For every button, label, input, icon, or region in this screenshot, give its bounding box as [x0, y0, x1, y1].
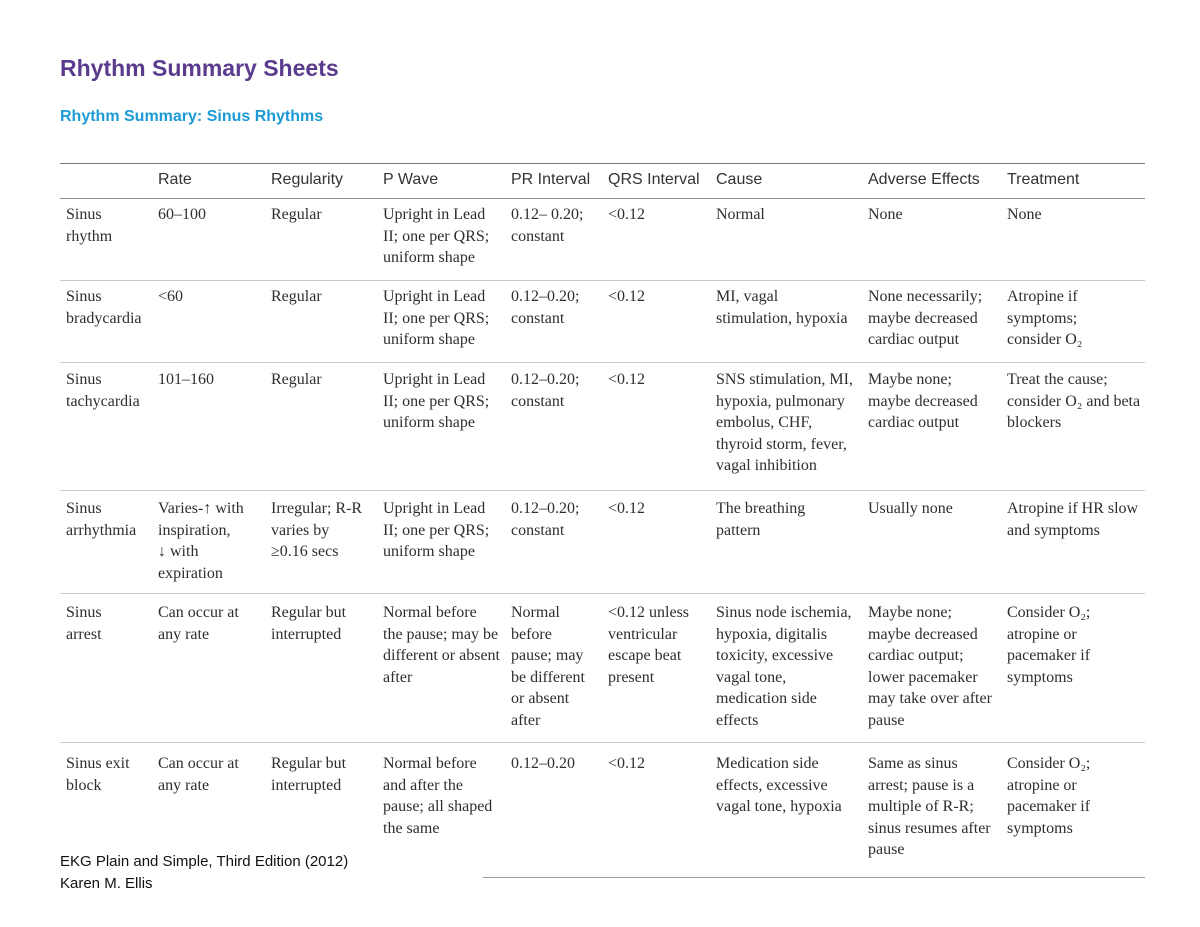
row-divider	[60, 593, 1145, 594]
pr-interval-cell: 0.12–0.20; constant	[511, 371, 580, 410]
pr-interval-cell: 0.12–0.20; constant	[511, 288, 580, 327]
regularity-cell: Regular	[271, 288, 322, 305]
adverse-effects-cell: Same as sinus arrest; pause is a multiple of R-R; sinus resumes after pause	[868, 755, 991, 858]
header-treatment: Treatment	[1007, 171, 1080, 188]
rate-cell: 60–100	[158, 206, 206, 223]
regularity-cell: Irregular; R-R varies by ≥0.16 secs	[271, 500, 363, 560]
table-header-rule	[60, 198, 1145, 199]
table-bottom-rule	[483, 877, 1145, 878]
rhythm-name-cell: Sinus bradycardia	[66, 288, 142, 327]
qrs-interval-cell: <0.12	[608, 206, 646, 223]
adverse-effects-cell: Maybe none; maybe decreased cardiac output; lower pacemaker may take over after pause	[868, 604, 992, 729]
table-top-rule	[60, 163, 1145, 164]
footer-author: Karen M. Ellis	[60, 875, 153, 892]
adverse-effects-cell: None necessarily; maybe decreased cardiac output	[868, 288, 983, 348]
row-divider	[60, 362, 1145, 363]
pr-interval-cell: 0.12–0.20; constant	[511, 500, 580, 539]
rhythm-name-cell: Sinus tachycardia	[66, 371, 140, 410]
adverse-effects-cell: None	[868, 206, 903, 223]
rhythm-name-cell: Sinus arrest	[66, 604, 102, 643]
qrs-interval-cell: <0.12	[608, 371, 646, 388]
treatment-cell: Consider O₂; atropine or pacemaker if symptoms	[1007, 604, 1091, 686]
row-divider	[60, 742, 1145, 743]
treatment-cell: Atropine if symptoms; consider O₂	[1007, 288, 1083, 348]
row-divider	[60, 490, 1145, 491]
treatment-cell: Atropine if HR slow and symptoms	[1007, 500, 1139, 539]
qrs-interval-cell: <0.12 unless ventricular escape beat present	[608, 604, 690, 686]
header-cause: Cause	[716, 171, 763, 188]
treatment-cell: Consider O₂; atropine or pacemaker if symptoms	[1007, 755, 1091, 837]
adverse-effects-cell: Usually none	[868, 500, 953, 517]
rhythm-name-cell: Sinus exit block	[66, 755, 130, 794]
treatment-cell: None	[1007, 206, 1042, 223]
rate-cell: Can occur at any rate	[158, 604, 239, 643]
adverse-effects-cell: Maybe none; maybe decreased cardiac output	[868, 371, 978, 431]
p-wave-cell: Upright in Lead II; one per QRS; uniform shape	[383, 206, 490, 266]
header-p-wave: P Wave	[383, 171, 439, 188]
p-wave-cell: Normal before and after the pause; all shaped the same	[383, 755, 493, 837]
treatment-cell: Treat the cause; consider O₂ and beta blockers	[1007, 371, 1141, 431]
qrs-interval-cell: <0.12	[608, 755, 646, 772]
header-adverse-effects: Adverse Effects	[868, 171, 980, 188]
rate-cell: Can occur at any rate	[158, 755, 239, 794]
cause-cell: Sinus node ischemia, hypoxia, digitalis toxicity, excessive vagal tone, medication side effects	[716, 604, 852, 729]
regularity-cell: Regular	[271, 206, 322, 223]
row-divider	[60, 280, 1145, 281]
regularity-cell: Regular	[271, 371, 322, 388]
page-title: Rhythm Summary Sheets	[60, 55, 339, 81]
rate-cell: Varies-↑ with inspiration, ↓ with expiration	[158, 500, 244, 582]
regularity-cell: Regular but interrupted	[271, 604, 347, 643]
p-wave-cell: Normal before the pause; may be different or absent after	[383, 604, 500, 686]
header-rate: Rate	[158, 171, 192, 188]
cause-cell: SNS stimulation, MI, hypoxia, pulmonary embolus, CHF, thyroid storm, fever, vagal inhibition	[716, 371, 853, 474]
regularity-cell: Regular but interrupted	[271, 755, 347, 794]
pr-interval-cell: 0.12– 0.20; constant	[511, 206, 584, 245]
cause-cell: The breathing pattern	[716, 500, 806, 539]
p-wave-cell: Upright in Lead II; one per QRS; uniform shape	[383, 288, 490, 348]
rhythm-name-cell: Sinus arrhythmia	[66, 500, 137, 539]
section-subtitle: Rhythm Summary: Sinus Rhythms	[60, 108, 324, 125]
cause-cell: Medication side effects, excessive vagal tone, hypoxia	[716, 755, 842, 815]
pr-interval-cell: 0.12–0.20	[511, 755, 575, 772]
header-pr-interval: PR Interval	[511, 171, 591, 188]
footer-citation: EKG Plain and Simple, Third Edition (2012)	[60, 853, 349, 870]
rhythm-name-cell: Sinus rhythm	[66, 206, 113, 245]
qrs-interval-cell: <0.12	[608, 288, 646, 305]
p-wave-cell: Upright in Lead II; one per QRS; uniform shape	[383, 371, 490, 431]
cause-cell: Normal	[716, 206, 765, 223]
rate-cell: 101–160	[158, 371, 214, 388]
cause-cell: MI, vagal stimulation, hypoxia	[716, 288, 848, 327]
table-header-row	[0, 169, 1200, 191]
qrs-interval-cell: <0.12	[608, 500, 646, 517]
rate-cell: <60	[158, 288, 184, 305]
p-wave-cell: Upright in Lead II; one per QRS; uniform shape	[383, 500, 490, 560]
pr-interval-cell: Normal before pause; may be different or absent after	[511, 604, 585, 729]
header-regularity: Regularity	[271, 171, 344, 188]
header-qrs-interval: QRS Interval	[608, 171, 700, 188]
